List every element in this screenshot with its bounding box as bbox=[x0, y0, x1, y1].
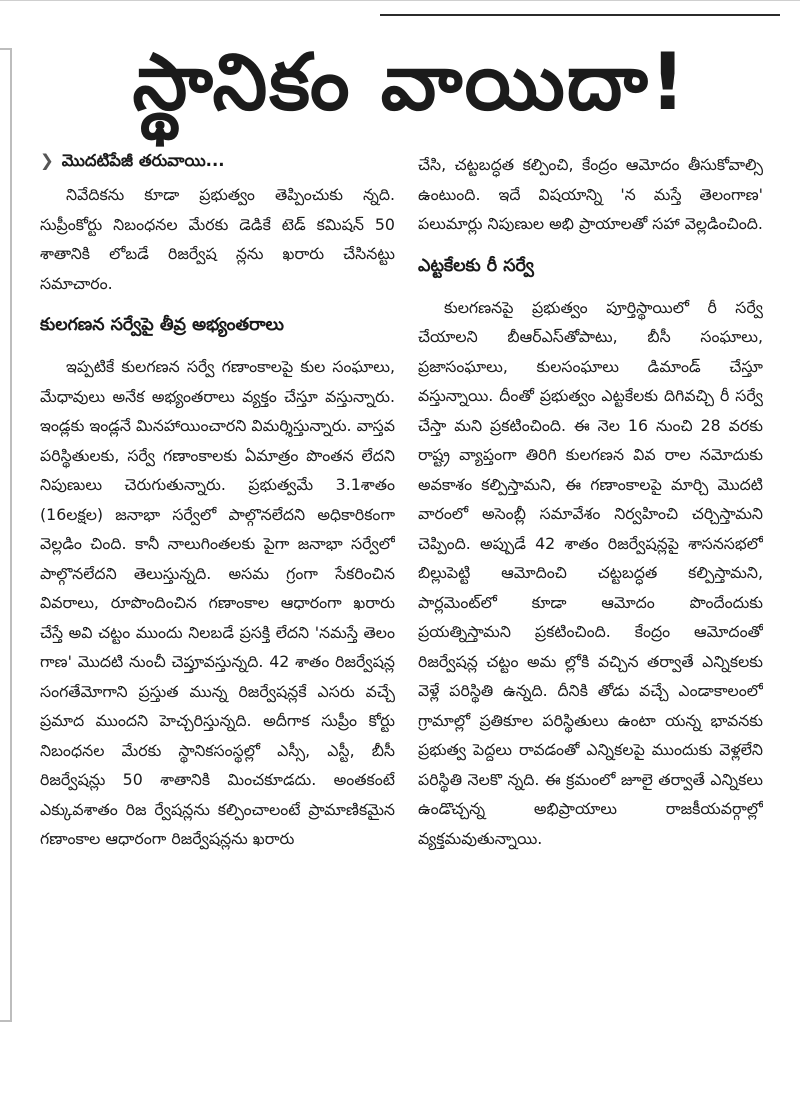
right-paragraph-1: చేసి, చట్టబద్ధత కల్పించి, కేంద్రం ఆమోదం తీసుకోవాల్సి ఉంటుంది. ఇదే విషయాన్ని 'న మస్తే తెలంగాణ' పలుమార్లు నిపుణుల అభి ప్రాయాలతో సహా వెల్లడించింది. bbox=[418, 155, 763, 233]
chevron-right-icon: ❯ bbox=[40, 151, 54, 170]
right-column bbox=[418, 150, 763, 853]
kicker-text: మొదటిపేజీ తరువాయి... bbox=[61, 151, 225, 170]
left-paragraph-1: నివేదికను కూడా ప్రభుత్వం తెప్పించుకు న్నది. సుప్రీంకోర్టు నిబంధనల మేరకు డెడికే టెడ్ కమిషన్ 50 శాతానికి లోబడే రిజర్వేష న్లను ఖరారు చేసినట్టు సమాచారం. bbox=[40, 185, 395, 293]
right-paragraph-2: కులగణనపై ప్రభుత్వం పూర్తిస్థాయిలో రీ సర్వే చేయాలని బీఆర్‌ఎస్‌తోపాటు, బీసీ సంఘాలు, ప్రజాసంఘాలు, కులసంఘాలు డిమాండ్ చేస్తూ వస్తున్నాయి. దీంతో ప్రభుత్వం ఎట్టకేలకు దిగివచ్చి రీ సర్వే చేస్తా మని ప్రకటించింది. ఈ నెల 16 నుంచి 28 వరకు రాష్ట్ర వ్యాప్తంగా తిరిగి కులగణన వివ రాల నమోదుకు అవకాశం కల్పిస్తామని, ఈ గణాంకాలపై మార్చి మొదటి వారంలో అసెంబ్లీ సమావేశం నిర్వహించి చర్చిస్తామని చెప్పింది. అప్పుడే 42 శాతం రిజర్వేషన్లపై శాసనసభలో బిల్లుపెట్టి ఆమోదించి చట్టబద్ధత కల్పిస్తామని, పార్లమెంట్‌లో కూడా ఆమోదం పొందేందుకు ప్రయత్నిస్తామని ప్రకటించింది. కేంద్రం ఆమోదంతో రిజర్వేషన్ల చట్టం అమ ల్లోకి వచ్చిన తర్వాతే ఎన్నికలకు వెళ్లే పరిస్థితి ఉన్నది. దీనికి తోడు వచ్చే ఎండాకాలంలో గ్రామాల్లో ప్రతికూల పరిస్థితులు ఉంటా యన్న భావనకు ప్రభుత్వ పెద్దలు రావడంతో ఎన్నికలపై ముందుకు వెళ్లలేని పరిస్థితి నెలకొ న్నది. ఈ క్రమంలో జూలై తర్వాతే ఎన్నికలు ఉండొచ్చన్న అభిప్రాయాలు రాజకీయవర్గాల్లో వ్యక్తమవుతున్నాయి. bbox=[418, 297, 763, 848]
left-paragraph-2: ఇప్పటికే కులగణన సర్వే గణాంకాలపై కుల సంఘాలు, మేధావులు అనేక అభ్యంతరాలు వ్యక్తం చేస్తూ వస్తున్నారు. ఇండ్లకు ఇండ్లనే మినహాయించారని విమర్శిస్తున్నారు. వాస్తవ పరిస్థితులకు, సర్వే గణాంకాలకు ఏమాత్రం పొంతన లేదని నిపుణులు చెరుగుతున్నారు. ప్రభుత్వమే 3.1శాతం (16లక్షల) జనాభా సర్వేలో పాల్గొనలేదని అధికారికంగా వెల్లడిం చింది. కానీ నాలుగింతలకు పైగా జనాభా సర్వేలో పాల్గొనలేదని తెలుస్తున్నది. అసమ గ్రంగా సేకరించిన వివరాలు, రూపొందించిన గణాంకాల ఆధారంగా ఖరారు చేస్తే అవి చట్టం ముందు నిలబడే ప్రసక్తి లేదని 'నమస్తే తెలం గాణ' మొదటి నుంచీ చెప్తూవస్తున్నది. 42 శాతం రిజర్వేషన్ల సంగతేమోగాని ప్రస్తుత మున్న రిజర్వేషన్లకే ఎసరు వచ్చే ప్రమాద ముందని హెచ్చరిస్తున్నది. అదీగాక సుప్రీం కోర్టు నిబంధనల మేరకు స్థానికసంస్థల్లో ఎస్సీ, ఎస్టీ, బీసీ రిజర్వేషన్లు 50 శాతానికి మించకూడదు. అంతకంటే ఎక్కువశాతం రిజ ర్వేషన్లను కల్పించాలంటే ప్రామాణికమైన గణాంకాల ఆధారంగా రిజర్వేషన్లను ఖరారు bbox=[40, 357, 395, 848]
adjacent-column-border bbox=[0, 48, 12, 1022]
top-rule bbox=[380, 0, 780, 16]
left-subheading: కులగణన సర్వేపై తీవ్ర అభ్యంతరాలు bbox=[40, 315, 284, 335]
right-subheading: ఎట్టకేలకు రీ సర్వే bbox=[418, 255, 534, 276]
left-column bbox=[40, 150, 395, 854]
continuation-kicker bbox=[40, 150, 395, 172]
headline: స్థానికం వాయిదా! bbox=[132, 38, 688, 128]
